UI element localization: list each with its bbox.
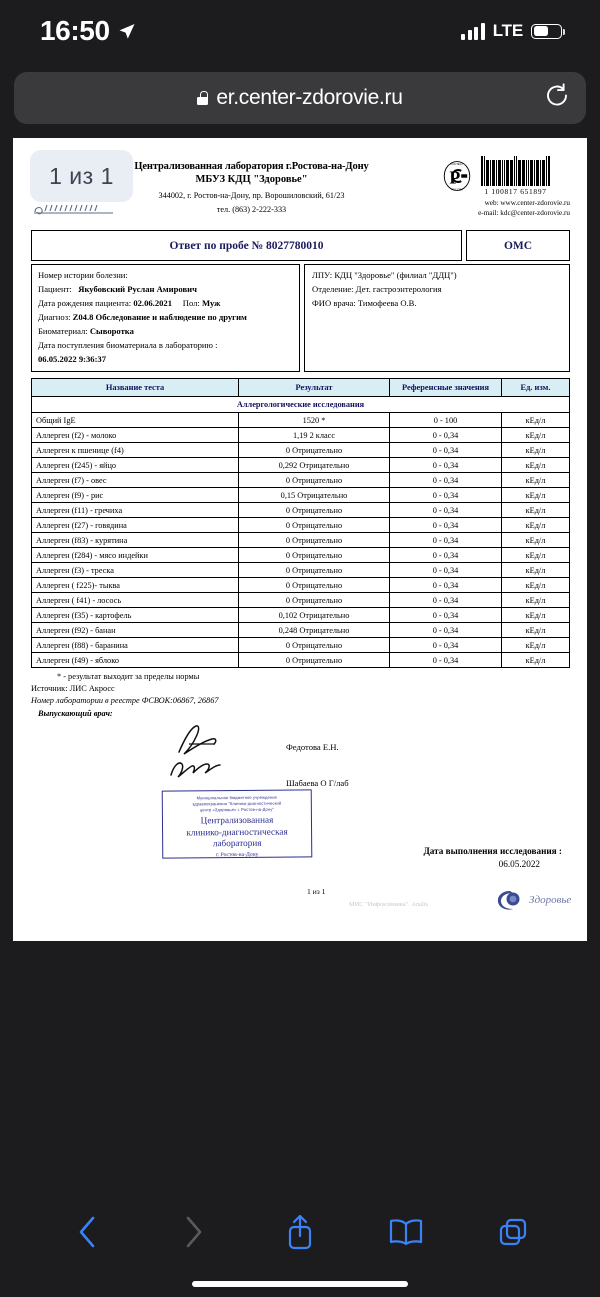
- cell-result: 0 Отрицательно: [239, 563, 390, 578]
- cell-unit: кЕд/л: [502, 503, 570, 518]
- tabs-button[interactable]: [483, 1206, 543, 1258]
- patient-name-value: Якубовский Руслан Амирович: [78, 283, 197, 294]
- cell-result: 0,292 Отрицательно: [239, 458, 390, 473]
- certification-and-barcode: [440, 156, 550, 196]
- cell-ref: 0 - 0,34: [390, 653, 502, 668]
- zdorovie-logo: [496, 889, 571, 911]
- col-unit: Ед. изм.: [502, 379, 570, 397]
- col-result: Результат: [239, 379, 390, 397]
- table-row: [32, 533, 570, 548]
- table-row: [32, 488, 570, 503]
- url-bar[interactable]: [14, 72, 586, 124]
- footer-page-number: 1 из 1: [307, 887, 326, 897]
- execution-date-value: 06.05.2022: [498, 859, 540, 870]
- cell-ref: 0 - 0,34: [390, 638, 502, 653]
- biomaterial-value: Сыворотка: [89, 325, 134, 336]
- table-row: [32, 653, 570, 668]
- svg-text:РОС ОБЛ: РОС ОБЛ: [451, 188, 463, 192]
- cell-result: 0 Отрицательно: [239, 533, 390, 548]
- received-value: 06.05.2022 9:36:37: [38, 353, 107, 364]
- table-row: [32, 563, 570, 578]
- cell-result: 1520 *: [239, 413, 390, 428]
- cell-name: Аллерген (f9) - рис: [32, 488, 239, 503]
- results-table: [31, 378, 570, 668]
- cell-name: Аллерген (f92) - банан: [32, 623, 239, 638]
- table-row: [32, 443, 570, 458]
- browser-toolbar: [0, 1180, 600, 1297]
- table-row: [32, 608, 570, 623]
- sample-title: Ответ по пробе № 8027780010: [169, 240, 324, 252]
- cell-name: Аллерген ( f225)- тыква: [32, 578, 239, 593]
- stamp-tiny-1: Муниципальное бюджетное учреждение: [196, 795, 277, 801]
- table-header-row: [32, 379, 570, 397]
- cell-unit: кЕд/л: [502, 578, 570, 593]
- cell-unit: кЕд/л: [502, 548, 570, 563]
- tabs-icon: [497, 1216, 529, 1248]
- history-number: Номер истории болезни:: [38, 270, 128, 280]
- stamp-bold-2: клинико-диагностическая: [186, 826, 288, 838]
- lab-email: e-mail: kdc@center-zdorovie.ru: [478, 209, 570, 218]
- cell-result: 0 Отрицательно: [239, 638, 390, 653]
- cell-ref: 0 - 0,34: [390, 533, 502, 548]
- patient-facility-row: [31, 264, 570, 372]
- cell-unit: кЕд/л: [502, 653, 570, 668]
- cell-name: Аллерген (f35) - картофель: [32, 608, 239, 623]
- cell-name: Аллерген (f49) - яблоко: [32, 653, 239, 668]
- lab-website: web: www.center-zdorovie.ru: [484, 199, 570, 207]
- facility-info-box: [304, 264, 570, 372]
- table-row: [32, 548, 570, 563]
- footnote-source: Источник: ЛИС Акросс: [31, 684, 115, 694]
- reload-button[interactable]: [544, 83, 570, 114]
- cell-result: 0,102 Отрицательно: [239, 608, 390, 623]
- cell-ref: 0 - 0,34: [390, 428, 502, 443]
- patient-name-label: Пациент:: [38, 283, 72, 294]
- rst-certification-icon: [440, 159, 474, 193]
- svg-text:Р: Р: [449, 167, 461, 188]
- cell-unit: кЕд/л: [502, 608, 570, 623]
- cell-name: Аллерген (f7) - овес: [32, 473, 239, 488]
- signature-name-2: Шабаева О Г/лаб: [286, 778, 349, 789]
- status-bar-right: [461, 21, 562, 41]
- letterhead-right: [420, 152, 570, 219]
- cell-ref: 0 - 0,34: [390, 548, 502, 563]
- facility-lpu: ЛПУ: КДЦ "Здоровье" (филиал "ДДЦ"): [312, 270, 457, 280]
- diagnosis-line: [38, 311, 293, 325]
- cell-unit: кЕд/л: [502, 473, 570, 488]
- status-bar: [0, 0, 600, 62]
- barcode-icon: [481, 156, 550, 186]
- table-row: [32, 503, 570, 518]
- home-indicator: [192, 1281, 408, 1287]
- patient-birth-line: [38, 297, 293, 311]
- birth-label: Дата рождения пациента:: [38, 297, 132, 308]
- cell-unit: кЕд/л: [502, 518, 570, 533]
- diagnosis-value: Z04.8 Обследование и наблюдение по другим: [72, 311, 247, 322]
- status-bar-left: [40, 15, 136, 47]
- execution-date-label: Дата выполнения исследования :: [423, 846, 562, 857]
- cell-result: 0 Отрицательно: [239, 518, 390, 533]
- document-footer: [31, 879, 570, 929]
- cell-name: Аллерген ( f41) - лосось: [32, 593, 239, 608]
- back-chevron-icon: [76, 1215, 98, 1249]
- cell-ref: 0 - 0,34: [390, 503, 502, 518]
- toolbar-icons: [0, 1180, 600, 1258]
- patient-name-line: [38, 283, 293, 297]
- diagnosis-label: Диагноз:: [38, 311, 71, 322]
- book-icon: [387, 1217, 425, 1247]
- svg-text:РОСТЕСТ: РОСТЕСТ: [450, 161, 464, 166]
- table-row: [32, 413, 570, 428]
- cell-name: Аллерген (f245) - яйцо: [32, 458, 239, 473]
- cell-name: Аллерген (f27) - говядина: [32, 518, 239, 533]
- cell-result: 0 Отрицательно: [239, 473, 390, 488]
- cell-ref: 0 - 0,34: [390, 518, 502, 533]
- cell-ref: 0 - 0,34: [390, 578, 502, 593]
- stamp-tiny-3: центр «Здоровье» г. Ростов-на-Дону": [199, 806, 274, 813]
- cell-name: Аллерген к пшенице (f4): [32, 443, 239, 458]
- col-test-name: Название теста: [32, 379, 239, 397]
- barcode-number: 1 100817 651897: [484, 187, 547, 196]
- cell-ref: 0 - 0,34: [390, 458, 502, 473]
- footnote-registry: Номер лаборатории в реестре ФСВОК:06867, 26867: [31, 696, 219, 706]
- stamp-bold-3: лаборатория: [212, 838, 262, 849]
- share-icon: [285, 1213, 315, 1251]
- cell-unit: кЕд/л: [502, 563, 570, 578]
- cell-ref: 0 - 100: [390, 413, 502, 428]
- cell-name: Аллерген (f3) - треска: [32, 563, 239, 578]
- cell-name: Аллерген (f83) - курятина: [32, 533, 239, 548]
- table-row: [32, 458, 570, 473]
- facility-doctor: ФИО врача: Тимофеева О.В.: [312, 297, 417, 308]
- battery-icon: [531, 24, 562, 39]
- browser-url-bar-container: [0, 62, 600, 138]
- cell-result: 0,15 Отрицательно: [239, 488, 390, 503]
- cell-result: 0 Отрицательно: [239, 653, 390, 668]
- cell-name: Аллерген (f2) - молоко: [32, 428, 239, 443]
- handwritten-squiggle-icon: [33, 200, 117, 216]
- cell-unit: кЕд/л: [502, 623, 570, 638]
- cell-ref: 0 - 0,34: [390, 623, 502, 638]
- barcode-block: [481, 156, 550, 196]
- insurance-box: [466, 230, 570, 261]
- url-display[interactable]: [197, 86, 402, 110]
- stamp-city: г. Ростов-на-Дону: [216, 852, 259, 859]
- cell-ref: 0 - 0,34: [390, 473, 502, 488]
- signature-name-1: Федотова Е.Н.: [286, 742, 339, 753]
- stamp-bold-1: Централизованная: [200, 815, 274, 827]
- cell-unit: кЕд/л: [502, 458, 570, 473]
- cell-unit: кЕд/л: [502, 638, 570, 653]
- table-row: [32, 473, 570, 488]
- received-value-line: [38, 353, 293, 367]
- cell-result: 0 Отрицательно: [239, 548, 390, 563]
- clock: 16:50: [40, 15, 110, 46]
- cell-name: Аллерген (f284) - мясо индейки: [32, 548, 239, 563]
- received-label: Дата поступления биоматериала в лабораторию :: [38, 339, 218, 350]
- cell-ref: 0 - 0,34: [390, 563, 502, 578]
- cell-unit: кЕд/л: [502, 533, 570, 548]
- table-row: [32, 623, 570, 638]
- table-row: [32, 638, 570, 653]
- section-title-row: [32, 397, 570, 413]
- insurance-type: ОМС: [503, 240, 533, 252]
- section-title: Аллергологические исследования: [32, 397, 570, 413]
- facility-department: Отделение: Дет. гастроэнтерология: [312, 283, 442, 294]
- network-label: LTE: [492, 21, 523, 40]
- cell-ref: 0 - 0,34: [390, 443, 502, 458]
- issuing-doctor-label: Выпускающий врач:: [38, 709, 113, 719]
- lab-contacts: [420, 198, 570, 219]
- url-text: er.center-zdorovie.ru: [216, 86, 403, 109]
- cell-ref: 0 - 0,34: [390, 593, 502, 608]
- cell-result: 0 Отрицательно: [239, 443, 390, 458]
- cell-name: Аллерген (f88) - баранина: [32, 638, 239, 653]
- cell-name: Аллерген (f11) - гречиха: [32, 503, 239, 518]
- lock-icon: [197, 91, 208, 105]
- location-arrow-icon: [117, 22, 136, 41]
- lab-name-line1: Централизованная лаборатория г.Ростова-на-Дону: [134, 161, 369, 172]
- cell-unit: кЕд/л: [502, 593, 570, 608]
- cell-ref: 0 - 0,34: [390, 608, 502, 623]
- cell-unit: кЕд/л: [502, 428, 570, 443]
- cell-unit: кЕд/л: [502, 443, 570, 458]
- forward-button[interactable]: [164, 1206, 224, 1258]
- birth-value: 02.06.2021: [133, 297, 172, 308]
- biomaterial-line: [38, 325, 293, 339]
- col-reference: Референсные значения: [390, 379, 502, 397]
- patient-info-box: [31, 264, 300, 372]
- sample-title-box: [31, 230, 462, 261]
- footer-mis-watermark: МИС "Инфоклиника". Analis: [349, 901, 429, 909]
- biomaterial-label: Биоматериал:: [38, 325, 88, 336]
- table-row: [32, 578, 570, 593]
- cell-unit: кЕд/л: [502, 413, 570, 428]
- results-table-body: [32, 397, 570, 668]
- cell-result: 1,19 2 класс: [239, 428, 390, 443]
- cell-ref: 0 - 0,34: [390, 488, 502, 503]
- table-row: [32, 518, 570, 533]
- footnote-asterisk: * - результат выходит за пределы нормы: [57, 672, 200, 682]
- lab-stamp: [162, 790, 313, 859]
- page-indicator-badge: 1 из 1: [30, 150, 133, 202]
- bookmarks-button[interactable]: [376, 1206, 436, 1258]
- cell-result: 0 Отрицательно: [239, 503, 390, 518]
- cell-result: 0 Отрицательно: [239, 578, 390, 593]
- table-row: [32, 428, 570, 443]
- lab-report-document: [13, 138, 587, 941]
- cell-name: Общий IgE: [32, 413, 239, 428]
- cell-result: 0,248 Отрицательно: [239, 623, 390, 638]
- zdorovie-logo-text: Здоровье: [529, 894, 572, 907]
- lab-address: 344002, г. Ростов-на-Дону, пр. Ворошиловский, 61/23: [158, 190, 345, 200]
- signature-scribble-2-icon: [166, 755, 228, 785]
- lab-name-line2: МБУЗ КДЦ "Здоровье": [195, 174, 308, 186]
- share-button[interactable]: [270, 1206, 330, 1258]
- sex-label: Пол:: [182, 297, 200, 308]
- cell-unit: кЕд/л: [502, 488, 570, 503]
- sex-value: Муж: [201, 297, 221, 308]
- table-row: [32, 593, 570, 608]
- stamp-tiny-2: здравоохранения "Клинико-диагностический: [192, 800, 282, 807]
- results-table-head: [32, 379, 570, 397]
- sample-header-row: [31, 230, 570, 261]
- forward-chevron-icon: [183, 1215, 205, 1249]
- back-button[interactable]: [57, 1206, 117, 1258]
- lab-phone: тел. (863) 2-222-333: [216, 204, 287, 214]
- cell-result: 0 Отрицательно: [239, 593, 390, 608]
- zdorovie-logo-icon: [496, 889, 526, 911]
- cellular-signal-icon: [461, 23, 485, 40]
- reload-icon: [544, 83, 570, 109]
